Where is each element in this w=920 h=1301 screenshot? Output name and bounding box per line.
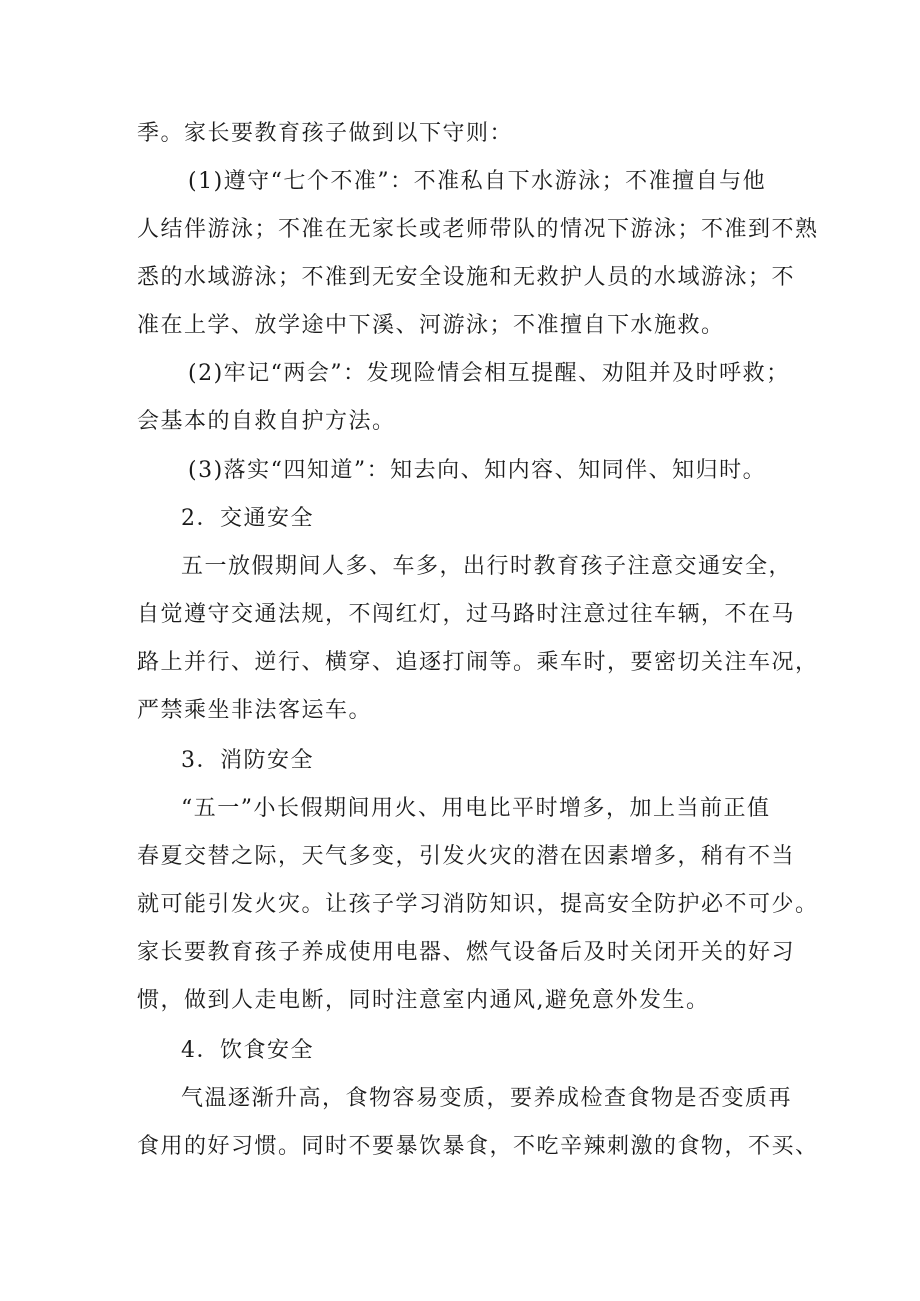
text-line-13: 严禁乘坐非法客运车。: [137, 698, 373, 723]
text-line-1: 季。家长要教育孩子做到以下守则：: [137, 121, 514, 146]
text-line-6: (2)牢记“两会”：发现险情会相互提醒、劝阻并及时呼救；: [188, 361, 790, 386]
text-line-17: 就可能引发火灾。让孩子学习消防知识，提高安全防护必不可少。: [137, 892, 819, 917]
text-line-10: 五一放假期间人多、车多，出行时教育孩子注意交通安全，: [181, 554, 793, 579]
text-line-2: (1)遵守“七个不准”：不准私自下水游泳；不准擅自与他: [188, 169, 767, 194]
text-line-12: 路上并行、逆行、横穿、追逐打闹等。乘车时，要密切关注车况，: [137, 650, 819, 675]
section-heading-fire: 3．消防安全: [181, 748, 314, 773]
text-line-3: 人结伴游泳；不准在无家长或老师带队的情况下游泳；不准到不熟: [137, 217, 819, 242]
section-heading-traffic: 2．交通安全: [181, 506, 314, 531]
text-line-4: 悉的水域游泳；不准到无安全设施和无救护人员的水域游泳；不: [137, 265, 796, 290]
text-line-15: “五一”小长假期间用火、用电比平时增多，加上当前正值: [181, 796, 771, 821]
text-line-18: 家长要教育孩子养成使用电器、燃气设备后及时关闭开关的好习: [137, 940, 796, 965]
text-line-21: 气温逐渐升高，食物容易变质，要养成检查食物是否变质再: [181, 1086, 793, 1111]
section-heading-food: 4．饮食安全: [181, 1038, 314, 1063]
text-line-22: 食用的好习惯。同时不要暴饮暴食，不吃辛辣刺激的食物，不买、: [137, 1134, 819, 1159]
text-line-11: 自觉遵守交通法规，不闯红灯，过马路时注意过往车辆，不在马: [137, 602, 796, 627]
text-line-5: 准在上学、放学途中下溪、河游泳；不准擅自下水施救。: [137, 313, 725, 338]
text-line-19: 惯，做到人走电断，同时注意室内通风,避免意外发生。: [137, 988, 710, 1013]
text-line-16: 春夏交替之际，天气多变，引发火灾的潜在因素增多，稍有不当: [137, 844, 796, 869]
text-line-8: (3)落实“四知道”：知去向、知内容、知同伴、知归时。: [188, 458, 767, 483]
text-line-7: 会基本的自救自护方法。: [137, 409, 396, 434]
